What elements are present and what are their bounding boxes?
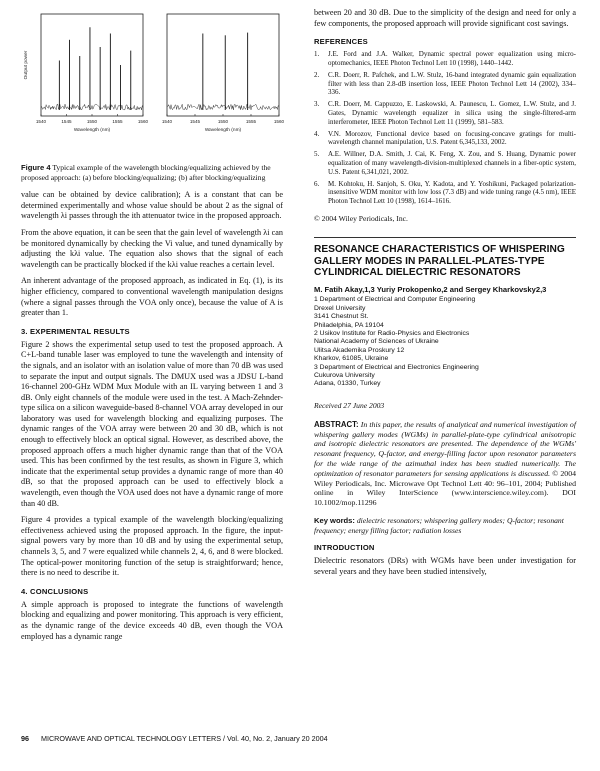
affiliation-line: 2 Usikov Institute for Radio-Physics and Electronics (314, 329, 470, 337)
section-heading-experimental: 3. EXPERIMENTAL RESULTS (21, 326, 130, 336)
x-tick-label: 1550 (217, 119, 229, 124)
x-tick-label: 1560 (137, 119, 149, 124)
affiliation-line: 3141 Chestnut St. (314, 313, 369, 321)
references-heading: REFERENCES (314, 37, 368, 47)
abstract-label: ABSTRACT: (314, 419, 359, 429)
reference-number: 5. (314, 150, 320, 159)
affiliation-line: Philadelphia, PA 19104 (314, 321, 384, 329)
reference-text: M. Kohtoku, H. Sanjoh, S. Oku, Y. Kadota, and Y. Yoshikuni, Packaged polarization-insensitive WDM monitor with low loss (7.3 dB) and wide tuning range (4.5 nm), IEEE Photon Technol Lett 10 (1998), 1614–1616. (328, 179, 576, 206)
x-tick-label: 1540 (161, 119, 173, 124)
x-tick-label: 1545 (61, 119, 72, 124)
copyright-notice: © 2004 Wiley Periodicals, Inc. (314, 213, 408, 223)
article-title: RESONANCE CHARACTERISTICS OF WHISPERING GALLERY MODES IN PARALLEL-PLATES-TYPE CYLINDRICAL DIELECTRIC RESONATORS (314, 243, 565, 279)
body-paragraph: value can be obtained by device calibration); A is a constant that can be determined experimentally and whose value should be about 2 as the signal of wavelength λi passes through the ith attenuator twice in the proposed approach. (21, 190, 283, 221)
affiliation-line: Kharkov, 61085, Ukraine (314, 355, 389, 363)
reference-item (314, 100, 576, 126)
noise-floor-trace (41, 104, 143, 110)
right-column (314, 8, 576, 583)
article-authors: M. Fatih Akay,1,3 Yuriy Prokopenko,2 and Sergey Kharkovsky2,3 (314, 284, 547, 294)
figure-4 (21, 8, 283, 158)
left-column (21, 8, 283, 648)
body-paragraph: A simple approach is proposed to integrate the functions of wavelength blocking and equalizing and power monitoring. This approach is very efficient, as the dynamic range of the device exceeds 40 dB, even though the VOA employed has a dynamic range (21, 599, 283, 641)
affiliation-line: 1 Department of Electrical and Computer Engineering (314, 296, 476, 304)
affiliation-line: Drexel University (314, 304, 366, 312)
x-axis-label: Wavelength (nm) (204, 128, 242, 133)
figure-4a-spectrum (21, 8, 147, 158)
reference-number: 3. (314, 100, 320, 109)
x-axis-label: Wavelength (nm) (73, 128, 111, 133)
reference-text: C.R. Doerr, R. Pafchek, and L.W. Stulz, 16-band integrated dynamic gain equalization filter with less than 2.8-dB insertion loss, IEEE Photon Technol Lett 14 (2002), 334–336. (328, 70, 576, 97)
reference-item (314, 130, 576, 148)
page-number: 96 (21, 734, 29, 743)
keywords (314, 516, 576, 535)
reference-text: A.E. Willner, D.A. Smith, J. Cai, K. Feng, X. Zou, and S. Huang, Dynamic power equalization of many wavelength-division-multiplexed channels in a fiber-optic system, U.S. Patent 6,341,021, 2002. (328, 150, 576, 176)
y-axis-label: Output power (24, 50, 29, 80)
x-tick-label: 1545 (189, 119, 201, 124)
keywords-text: dielectric resonators; whispering gallery modes; Q-factor; resonant frequency; energy filling factor; radiation losses (314, 515, 564, 535)
x-tick-label: 1555 (245, 119, 257, 124)
affiliation-line: Ulitsa Akademika Proskury 12 (314, 346, 405, 354)
author-affiliations (314, 296, 576, 388)
x-tick-label: 1560 (273, 119, 285, 124)
keywords-label: Key words: (314, 515, 355, 525)
reference-item (314, 150, 576, 176)
reference-text: V.N. Morozov, Functional device based on focusing-concave gratings for multi-wavelength channel manipulation, U.S. Patent 6,345,133, 2002. (328, 129, 576, 147)
plot-frame (167, 14, 279, 116)
figure-caption-text: Typical example of the wavelength blocking/equalizing achieved by the proposed approach: (a) before blocking/equalizing; (b) after blocking/equalizing (21, 163, 271, 182)
journal-citation: MICROWAVE AND OPTICAL TECHNOLOGY LETTERS / Vol. 40, No. 2, January 20 2004 (41, 734, 328, 743)
page-footer (21, 734, 581, 743)
section-heading-conclusions: 4. CONCLUSIONS (21, 586, 89, 596)
body-paragraph: between 20 and 30 dB. Due to the simplicity of the design and need for only a few components, the proposed approach will provide significant cost savings. (314, 8, 576, 28)
reference-number: 1. (314, 50, 320, 59)
reference-item (314, 180, 576, 206)
body-paragraph: Dielectric resonators (DRs) with WGMs have been under investigation for several years and they have been studied intensively, (314, 556, 576, 576)
affiliation-line: Adana, 01330, Turkey (314, 380, 381, 388)
abstract (314, 420, 576, 508)
reference-text: J.E. Ford and J.A. Walker, Dynamic spectral power equalization using micro-optomechanics, IEEE Photon Technol Lett 10 (1998), 1440–1442. (328, 50, 576, 67)
affiliation-line: National Academy of Sciences of Ukraine (314, 338, 439, 346)
body-paragraph: Figure 2 shows the experimental setup used to test the proposed approach. A C+L-band tunable laser was employed to tune the wavelength and intensity of the signals, and an isolator with an isolation value of more than 70 dB was used to separate the input and output signals. The DMUX used was a JDSU L-band 16-channel 200-GHz WDM Mux Module with an IL varying between 1 and 3 dB. Only eight channels of the module were used in the test. A Mach-Zehnder-type silica on a silicon waveguide-based 8-channel VOA array developed in our laboratory was used for wavelength blocking and equalizing purposes. The dynamic ranges of the VOA array were between 20 and 30 dB, which is not enough to effectively block an optical signal. However, as described above, the proposed approach offers a much higher dynamic range than that of the VOA used. This has been confirmed by the test results, as shown in Figure 3, which indicate that the experimental setup provides a dynamic range of more than 40 dB, so that the proposed approach can be used to effectively block a wavelength, even though the VOA used does not have a dynamic range of more than 40 dB. (21, 339, 283, 508)
reference-number: 6. (314, 179, 320, 188)
x-tick-label: 1555 (112, 119, 123, 124)
reference-text: C.R. Doerr, M. Cappuzzo, E. Laskowski, A. Paunescu, L. Gomez, L.W. Stulz, and J. Gates, Dynamic wavelength equalizer in silica using the single-filtered-arm interferometer, IEEE Photon Technol Lett 11 (1999), 581–583. (328, 100, 576, 126)
affiliation-line: 3 Department of Electrical and Electronics Engineering (314, 363, 479, 371)
abstract-citation: © 2004 Wiley Periodicals, Inc. Microwave Opt Technol Lett 40: 96–101, 2004; Published online in Wiley InterScience (www.interscience.wiley.com). DOI 10.1002/mop.11296 (314, 468, 576, 508)
abstract-text: In this paper, the results of analytical and numerical investigation of whispering gallery modes (WGMs) in parallel-plate-type cylindrical anisotropic and isotropic dielectric resonators are presented. The dependence of the WGMs' resonant frequency, Q-factor, and energy-filling factor upon resonator parameters for the wide range of the azimuthal index has been studied numerically. The optimization of resonator parameters for sensing applications is discussed. (314, 419, 576, 478)
figure-caption-label: Figure 4 (21, 163, 51, 172)
noise-floor-trace (167, 104, 279, 110)
figure-caption (21, 163, 283, 182)
references-list (314, 50, 576, 206)
section-divider (314, 237, 576, 238)
body-paragraph: An inherent advantage of the proposed approach, as indicated in Eq. (1), is its higher efficiency, compared to conventional wavelength manipulation designs (where a signal passes through the VOA only once), because the value of A is greater than 1. (21, 276, 283, 318)
section-heading-introduction: INTRODUCTION (314, 543, 375, 553)
x-tick-label: 1540 (35, 119, 47, 124)
x-tick-label: 1550 (86, 119, 98, 124)
received-date: Received 27 June 2003 (314, 400, 385, 410)
reference-number: 2. (314, 70, 320, 79)
plot-frame (41, 14, 143, 116)
figure-4b-spectrum (157, 8, 283, 158)
affiliation-line: Cukurova University (314, 371, 375, 379)
body-paragraph: Figure 4 provides a typical example of the wavelength blocking/equalizing effectiveness achieved using the proposed approach. In the figure, the input-signal powers vary by more than 10 dB and by using the experimental setup, channels 3, 5, and 7 were equalized while channels 2, 4, 6, and 8 were blocked. The optical-power monitoring function of the setup is straightforward; hence, there is no need to describe it. (21, 515, 283, 578)
reference-item (314, 71, 576, 97)
reference-item (314, 50, 576, 68)
reference-number: 4. (314, 129, 320, 138)
body-paragraph: From the above equation, it can be seen that the gain level of wavelength λi can be monitored dynamically by checking the Vi value, and tuned dynamically by adjusting the kλi value. The equation also shows that the signal of each wavelength can be practically blocked if the kλi value reaches a certain level. (21, 227, 283, 269)
